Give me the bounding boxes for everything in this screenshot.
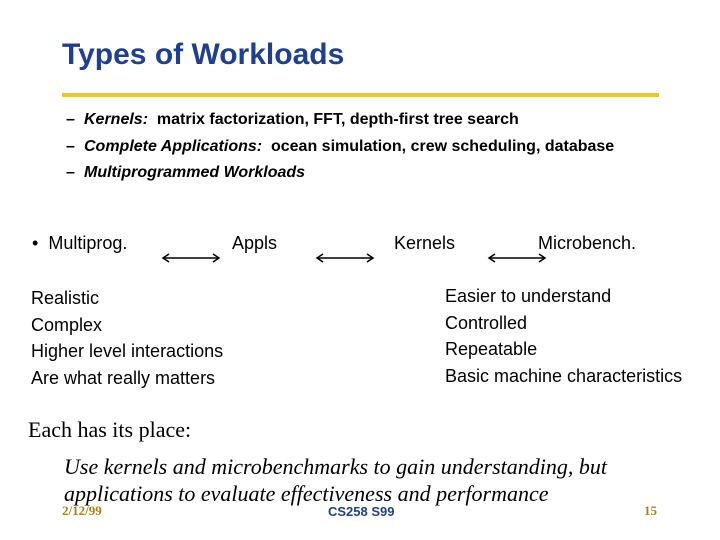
list-item: Are what really matters [31, 367, 216, 388]
spectrum-appls: Appls [232, 233, 278, 253]
list-item: Realistic [31, 288, 100, 308]
place-heading: Each has its place: [28, 417, 192, 442]
note-line: Use kernels and microbenchmarks to gain understanding, but [64, 454, 608, 479]
slide-title: Types of Workloads [62, 38, 345, 71]
footer-course: CS258 S99 [328, 504, 395, 519]
double-arrow-icon [158, 251, 224, 265]
bullet-kernels [66, 111, 519, 129]
dash-marker: – [66, 164, 75, 181]
realistic-list [31, 285, 223, 391]
note-line: applications to evaluate effectiveness and performance [64, 481, 549, 506]
list-item: Complex [31, 314, 103, 335]
footer-date: 2/12/99 [62, 503, 102, 518]
double-arrow-icon [484, 251, 550, 265]
dash-marker: – [66, 111, 75, 128]
bullet-text: ocean simulation, crew scheduling, database [262, 138, 615, 155]
double-arrow-icon [312, 251, 378, 265]
spectrum-kernels: Kernels [394, 233, 456, 253]
bullet-term: Complete Applications: [84, 138, 263, 155]
list-item: Basic machine characteristics [445, 365, 683, 386]
spectrum-bullet: • [32, 233, 39, 253]
page-number: 15 [644, 503, 657, 518]
spectrum-multiprog [32, 233, 127, 254]
list-item: Controlled [445, 312, 528, 333]
list-item: Easier to understand [445, 286, 612, 306]
bullet-term: Multiprogrammed Workloads [84, 164, 306, 181]
dash-marker: – [66, 138, 75, 155]
conclusion-note [64, 453, 607, 507]
understanding-list [445, 283, 682, 389]
spectrum-label: Multiprog. [48, 233, 128, 253]
list-item: Repeatable [445, 339, 538, 359]
bullet-complete-applications [66, 138, 614, 156]
list-item: Higher level interactions [31, 341, 224, 361]
title-underline [62, 93, 659, 97]
spectrum-microbench: Microbench. [538, 233, 637, 253]
bullet-text: matrix factorization, FFT, depth-first tree search [148, 111, 519, 128]
bullet-multiprogrammed [66, 164, 305, 182]
bullet-term: Kernels: [84, 111, 149, 128]
